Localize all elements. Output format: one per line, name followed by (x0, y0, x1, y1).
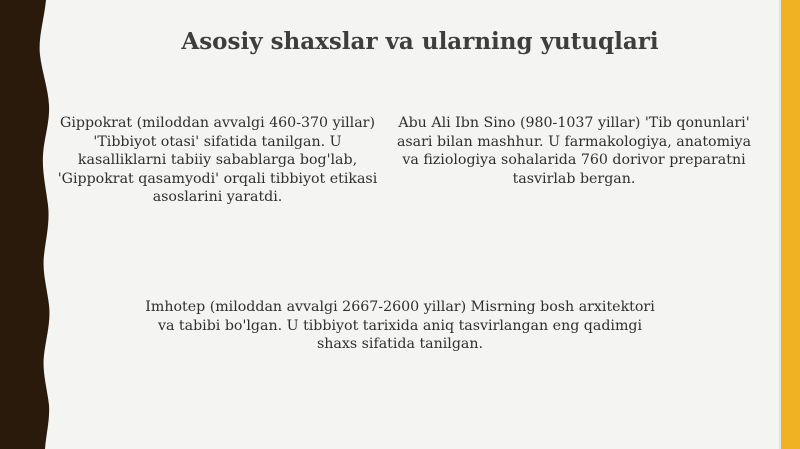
right-accent-stripe (781, 0, 800, 449)
text-block-imhotep: Imhotep (miloddan avvalgi 2667-2600 yillar) Misrning bosh arxitektori va tabibi bo'lgan. U tibbiyot tarixida aniq tasvirlangan eng qadimgi shaxs sifatida tanilgan. (145, 299, 655, 352)
wavy-border-shape (0, 0, 49, 449)
text-block-hippocrates: Gippokrat (miloddan avvalgi 460-370 yillar) 'Tibbiyot otasi' sifatida tanilgan. U kasalliklarni tabiiy sabablarga bog'lab, 'Gippokrat qasamyodi' orqali tibbiyot etikasi asoslarini yaratdi. (57, 115, 378, 205)
text-block-ibn-sino: Abu Ali Ibn Sino (980-1037 yillar) 'Tib qonunlari' asari bilan mashhur. U farmakologiya, anatomiya va fiziologiya sohalarida 760 dorivor preparatni tasvirlab bergan. (396, 115, 752, 187)
slide-title: Asosiy shaxslar va ularning yutuqlari (181, 28, 659, 55)
wavy-left-border (0, 0, 80, 449)
